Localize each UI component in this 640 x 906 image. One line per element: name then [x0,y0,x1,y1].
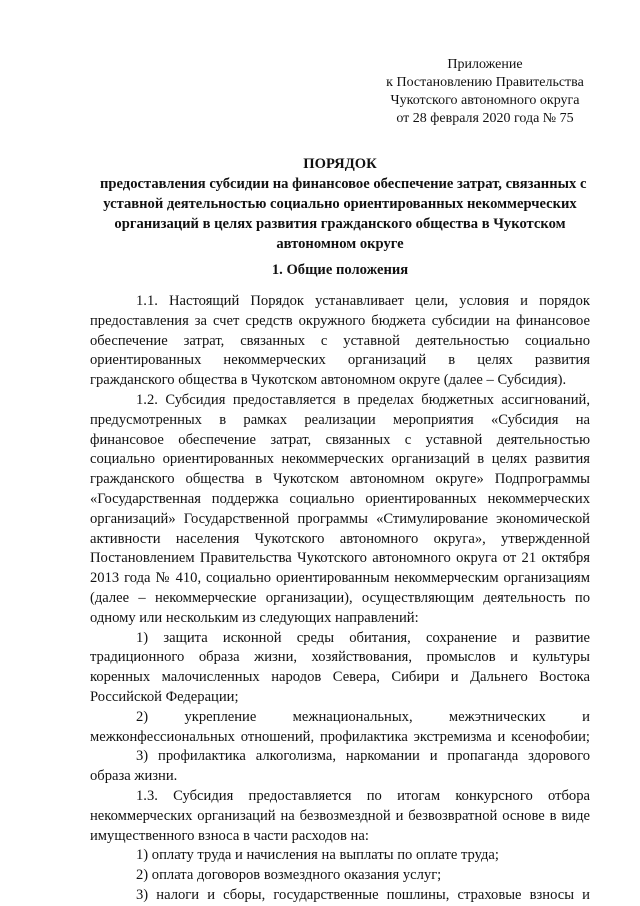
body-line: предоставления за счет средств окружного бюджета субсидии на финансовое [90,312,590,329]
body-line: «Государственная поддержка социально ориентированных некоммерческих [90,490,590,507]
body-line: имущественного взноса в части расходов на: [90,827,369,844]
title-line: предоставления субсидии на финансовое обеспечение затрат, связанных с [100,176,587,192]
body-line: ориентированных некоммерческих организаций в целях развития [90,352,590,369]
body-line: 2013 года № 410, социально ориентированным некоммерческим организациям [90,570,590,587]
body-line: организаций» Государственной программы «Стимулирование экономической [90,510,590,527]
body-line: 2) оплата договоров возмездного оказания услуг; [136,867,442,884]
document-body [90,290,590,906]
body-line: предусмотренных в рамках реализации мероприятия «Субсидия на [90,411,590,428]
body-line: (далее – некоммерческие организации), осуществляющим деятельность по [90,589,590,606]
body-line: 1) оплату труда и начисления на выплаты по оплате труда; [136,847,499,864]
document-title [100,154,587,254]
body-line: Российской Федерации; [90,688,239,705]
body-line: финансовое обеспечение затрат, связанных с уставной деятельностью [90,431,590,448]
body-line: 2) укрепление межнациональных, межэтнических и [136,708,590,725]
title-line: автономном округе [276,236,404,252]
body-line: межконфессиональных отношений, профилактика экстремизма и ксенофобии; [90,728,590,745]
body-line: 1.2. Субсидия предоставляется в пределах бюджетных ассигнований, [136,391,590,408]
section-heading: 1. Общие положения [271,262,409,278]
body-line: традиционного образа жизни, хозяйствования, промыслов и культуры [90,649,590,666]
title-heading: ПОРЯДОК [303,156,377,172]
appendix-block [385,56,585,128]
body-line: 3) профилактика алкоголизма, наркомании и пропаганда здорового [136,748,590,765]
body-line: гражданского общества в Чукотском автономном округе (далее – Субсидия). [90,372,567,389]
body-line: социально ориентированных некоммерческих организаций в целях развития [90,451,590,468]
body-line: коренных малочисленных народов Севера, Сибири и Дальнего Востока [90,669,590,686]
appendix-line: к Постановлению Правительства [386,75,584,90]
body-line: образа жизни. [90,768,178,785]
body-line: одному или нескольким из следующих направлений: [90,609,419,626]
body-line: некоммерческих организаций на безвозмездной и безвозвратной основе в виде [90,807,590,824]
title-line: уставной деятельностью социально ориентированных некоммерческих [103,196,577,212]
body-line: обеспечение затрат, связанных с уставной деятельностью социально [90,332,590,349]
body-line: 3) налоги и сборы, государственные пошлины, страховые взносы и [136,886,590,903]
appendix-line: Чукотского автономного округа [390,93,580,108]
body-line: 1.1. Настоящий Порядок устанавливает цели, условия и порядок [136,293,590,309]
title-line: организаций в целях развития гражданского общества в Чукотском [114,216,566,232]
body-line: Постановлением Правительства Чукотского автономного округа от 21 октября [90,550,590,567]
body-line: гражданского общества в Чукотском автономном округе» Подпрограммы [90,471,590,488]
body-line: 1.3. Субсидия предоставляется по итогам конкурсного отбора [136,787,590,804]
appendix-line: от 28 февраля 2020 года № 75 [396,111,574,126]
body-line: активности населения Чукотского автономного округа», утвержденной [90,530,590,547]
body-line: 1) защита исконной среды обитания, сохранение и развитие [136,629,590,646]
appendix-line: Приложение [447,57,523,72]
